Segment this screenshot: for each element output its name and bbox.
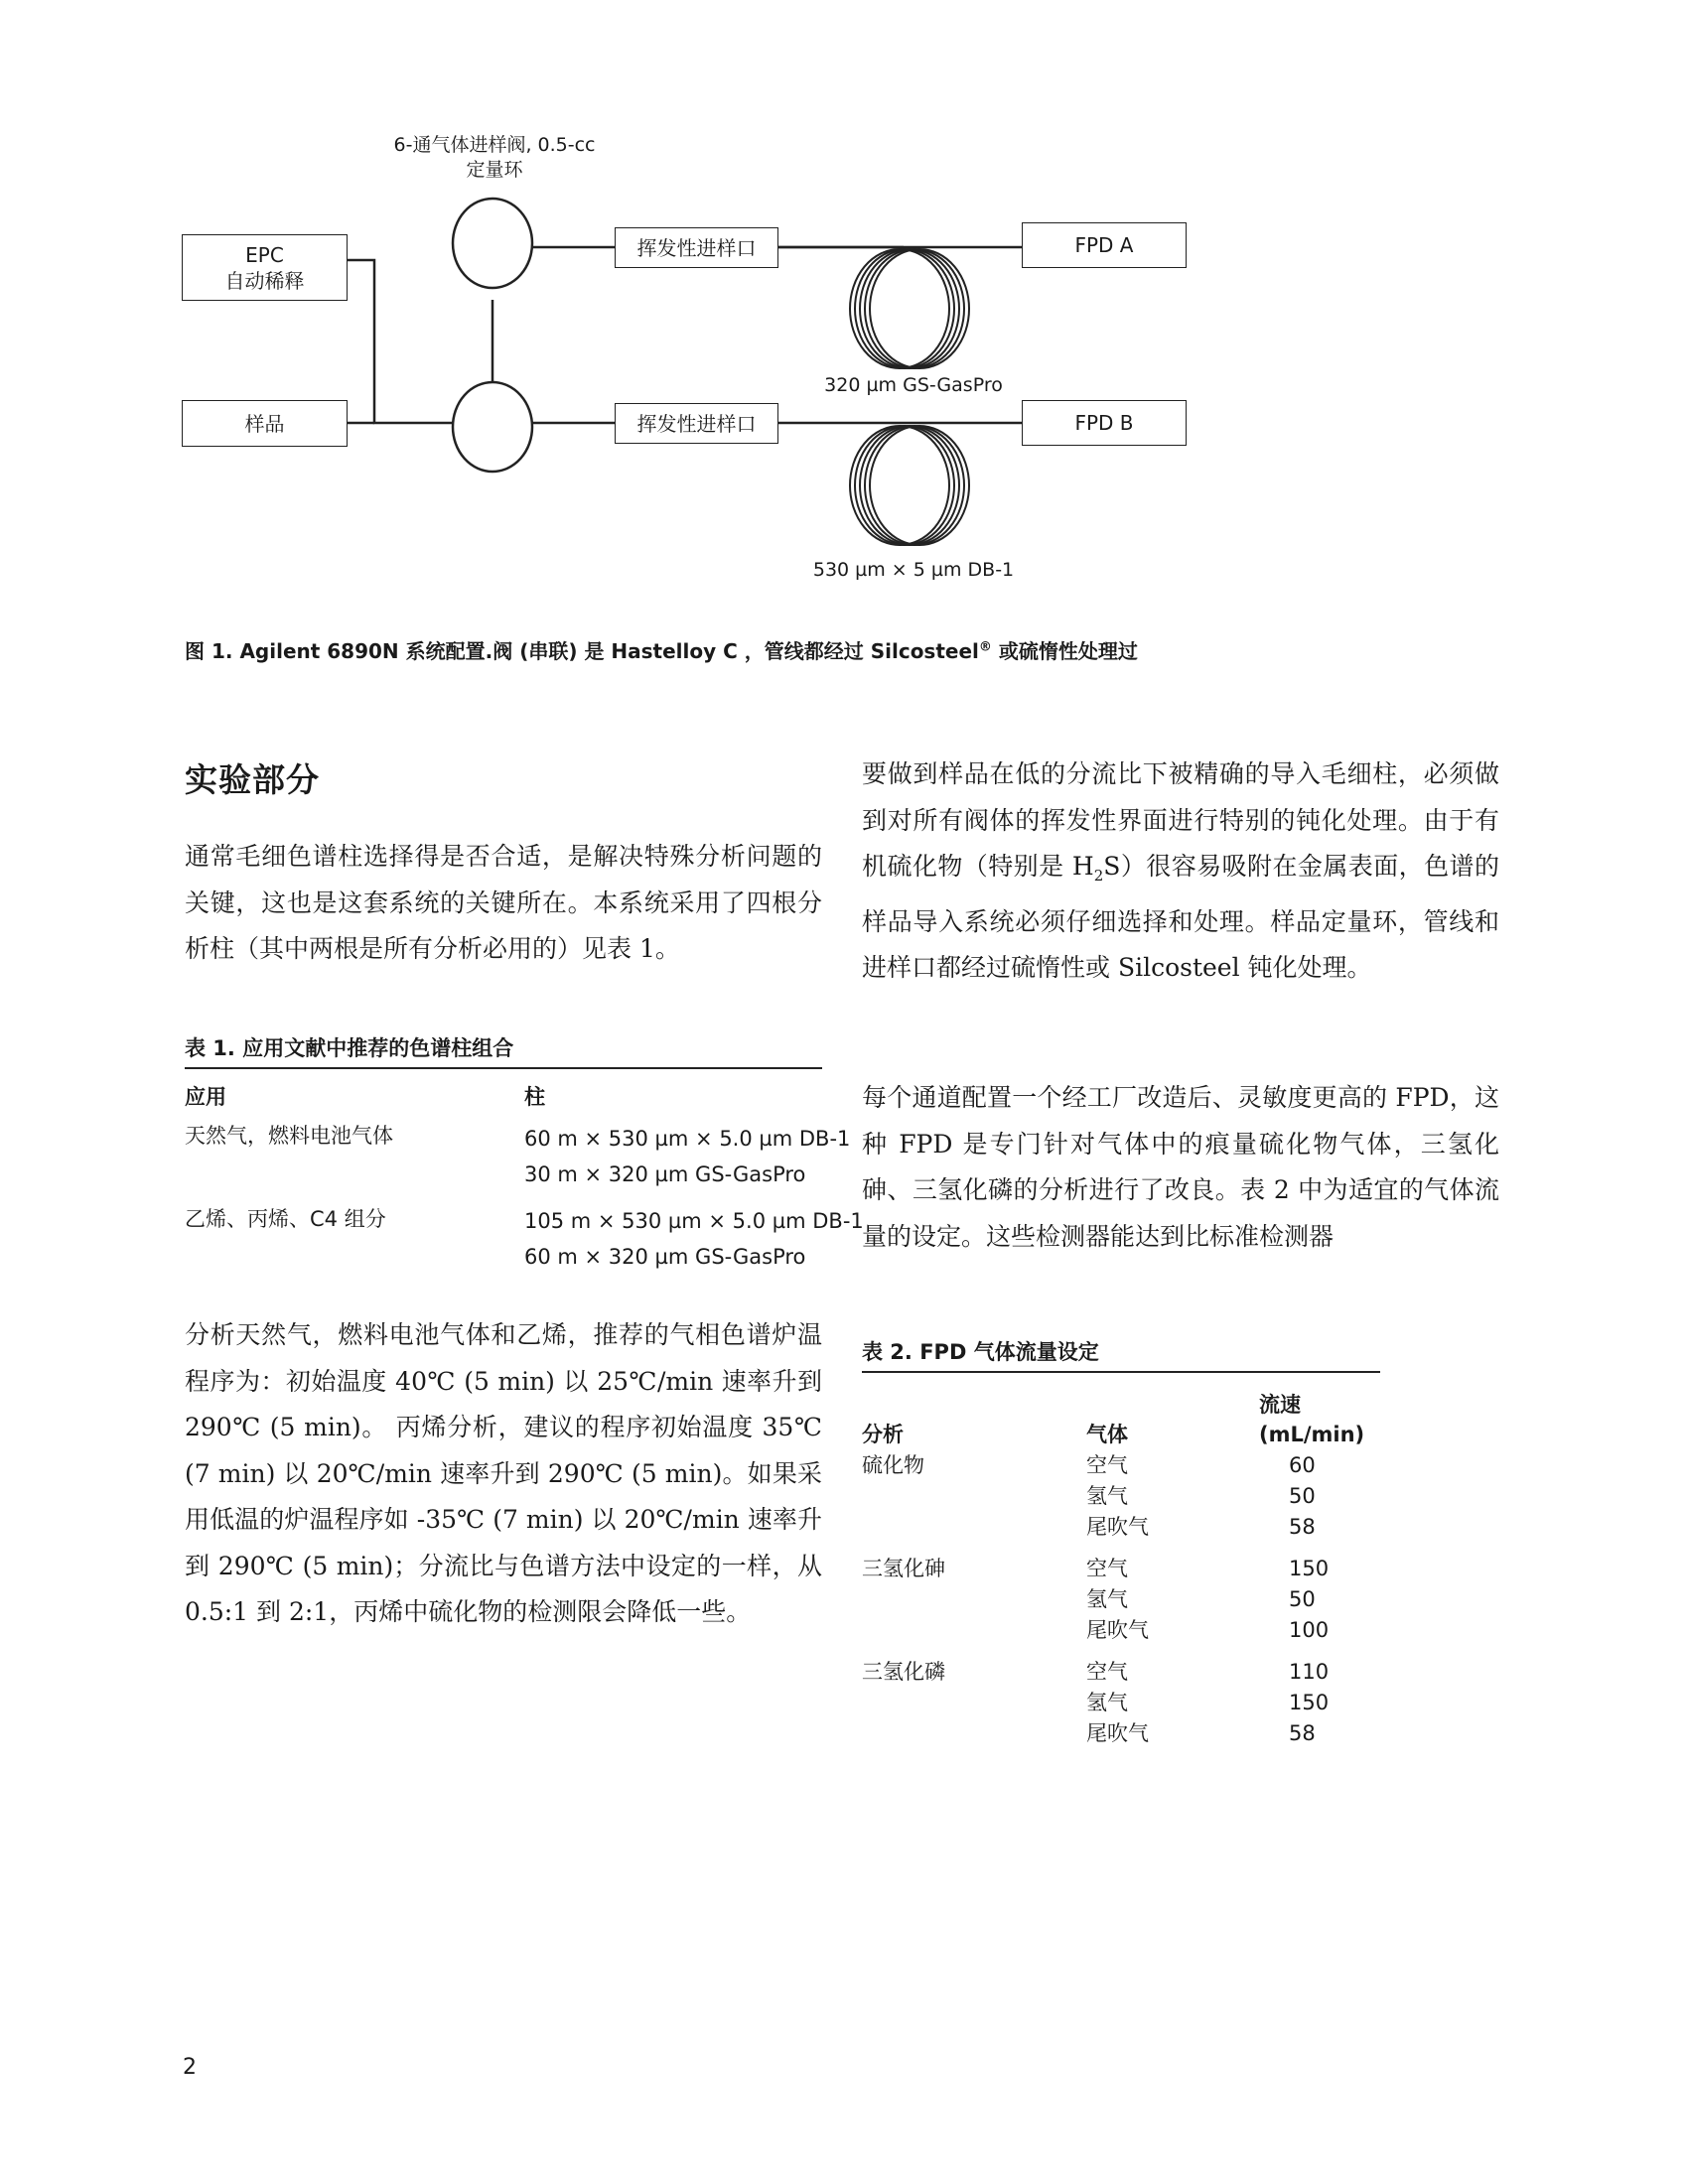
table-1-top-rule (185, 1067, 822, 1069)
table-2-gas: 氢气 (1086, 1587, 1128, 1611)
table-2-gas: 氢气 (1086, 1484, 1128, 1508)
table-2-flow: 100 (1289, 1618, 1330, 1642)
table-2-flow: 150 (1289, 1691, 1330, 1714)
valve-label-line2: 定量环 (466, 159, 523, 181)
table-2-gas: 尾吹气 (1086, 1721, 1149, 1745)
table-2-analysis: 三氢化砷 (862, 1557, 945, 1580)
section-title: 实验部分 (185, 760, 320, 799)
table-2-top-rule (862, 1371, 1380, 1373)
table-2-header-flow-2: (mL/min) (1259, 1423, 1365, 1446)
table-2-caption: 表 2. FPD 气体流量设定 (862, 1340, 1099, 1364)
paragraph-2: 分析天然气，燃料电池气体和乙烯，推荐的气相色谱炉温程序为：初始温度 40℃ (5 min) 以 25℃/min 速率升到 290℃ (5 min)。 丙烯分析，建议的程序初始温度 35℃ (7 min) 以 20℃/min 速率升到 290℃ (5 min)。如果采用低温的炉温程序如 -35℃ (7 min) 以 20℃/min 速率升到 290℃ (5 min)；分流比与色谱方法中设定的一样，从 0.5:1 到 2:1，丙烯中硫化物的检测限会降低一些。 (185, 1320, 822, 1626)
table-2-header-analysis: 分析 (862, 1423, 904, 1446)
table-2-flow: 58 (1289, 1721, 1316, 1745)
table-2-flow: 50 (1289, 1484, 1316, 1508)
epc-label: EPC (245, 242, 284, 267)
epc-sublabel: 自动稀释 (224, 268, 305, 293)
page-number: 2 (183, 2055, 197, 2080)
epc-connector-line (347, 260, 457, 423)
figure-lines (0, 0, 1687, 615)
table-2-gas: 空气 (1086, 1660, 1128, 1684)
table-2-gas: 空气 (1086, 1557, 1128, 1580)
table-2-gas: 尾吹气 (1086, 1618, 1149, 1642)
table-1-row-2-col2: 60 m × 320 µm GS-GasPro (524, 1245, 806, 1269)
table-1-row-1-col2: 30 m × 320 µm GS-GasPro (524, 1162, 806, 1186)
table-1-row-2-app: 乙烯、丙烯、C4 组分 (185, 1207, 386, 1231)
paragraph-4: 每个通道配置一个经工厂改造后、灵敏度更高的 FPD，这种 FPD 是专门针对气体中的痕量硫化物气体，三氢化砷、三氢化磷的分析进行了改良。表 2 中为适宜的气体流量的设定。这些检测器能达到比标准检测器 (862, 1083, 1499, 1251)
inlet-box-top: 挥发性进样口 (615, 227, 778, 268)
fpd-a-box: FPD A (1022, 222, 1187, 268)
table-2-flow: 110 (1289, 1660, 1330, 1684)
inlet-box-bottom: 挥发性进样口 (615, 403, 778, 444)
table-1-row-1-col1: 60 m × 530 µm × 5.0 µm DB-1 (524, 1127, 851, 1151)
valve-top (453, 199, 532, 288)
column-coil-top (850, 249, 969, 368)
sample-box: 样品 (182, 400, 348, 447)
table-2-analysis: 硫化物 (862, 1453, 924, 1477)
table-1-row-2-col1: 105 m × 530 µm × 5.0 µm DB-1 (524, 1209, 864, 1233)
table-2-flow: 60 (1289, 1453, 1316, 1477)
table-2-flow: 150 (1289, 1557, 1330, 1580)
table-2-header-flow-1: 流速 (1259, 1393, 1301, 1417)
valve-bottom (453, 382, 532, 472)
table-1-row-1-app: 天然气，燃料电池气体 (185, 1124, 393, 1148)
fpd-b-box: FPD B (1022, 400, 1187, 446)
figure-caption: 图 1. Agilent 6890N 系统配置.阀 (串联) 是 Hastelloy C ，管线都经过 Silcosteel® 或硫惰性处理过 (185, 639, 1138, 663)
table-2-gas: 尾吹气 (1086, 1515, 1149, 1539)
valve-label-line1: 6-通气体进样阀, 0.5-cc (393, 134, 596, 156)
table-1-header-column: 柱 (524, 1085, 545, 1109)
column-coil-bottom (850, 426, 969, 545)
table-2-flow: 58 (1289, 1515, 1316, 1539)
table-2-gas: 氢气 (1086, 1691, 1128, 1714)
table-2-header-gas: 气体 (1086, 1423, 1128, 1446)
table-1-header-app: 应用 (185, 1085, 226, 1109)
table-2-gas: 空气 (1086, 1453, 1128, 1477)
column-label-bottom: 530 µm × 5 µm DB-1 (812, 559, 1015, 581)
paragraph-3: 要做到样品在低的分流比下被精确的导入毛细柱，必须做到对所有阀体的挥发性界面进行特别的钝化处理。由于有机硫化物（特别是 $H_2S$）很容易吸附在金属表面，色谱的样品导入系统必须仔细选择和处理。样品定量环，管线和进样口都经过硫惰性或 Silcosteel 钝化处理。 (862, 759, 1499, 982)
table-2-flow: 50 (1289, 1587, 1316, 1611)
epc-box (182, 234, 348, 301)
paragraph-1: 通常毛细色谱柱选择得是否合适，是解决特殊分析问题的关键，这也是这套系统的关键所在。本系统采用了四根分析柱（其中两根是所有分析必用的）见表 1。 (185, 842, 822, 963)
valve-label (385, 133, 604, 183)
table-2-analysis: 三氢化磷 (862, 1660, 945, 1684)
column-label-top: 320 µm GS-GasPro (824, 374, 1003, 396)
table-1-caption: 表 1. 应用文献中推荐的色谱柱组合 (185, 1036, 514, 1060)
